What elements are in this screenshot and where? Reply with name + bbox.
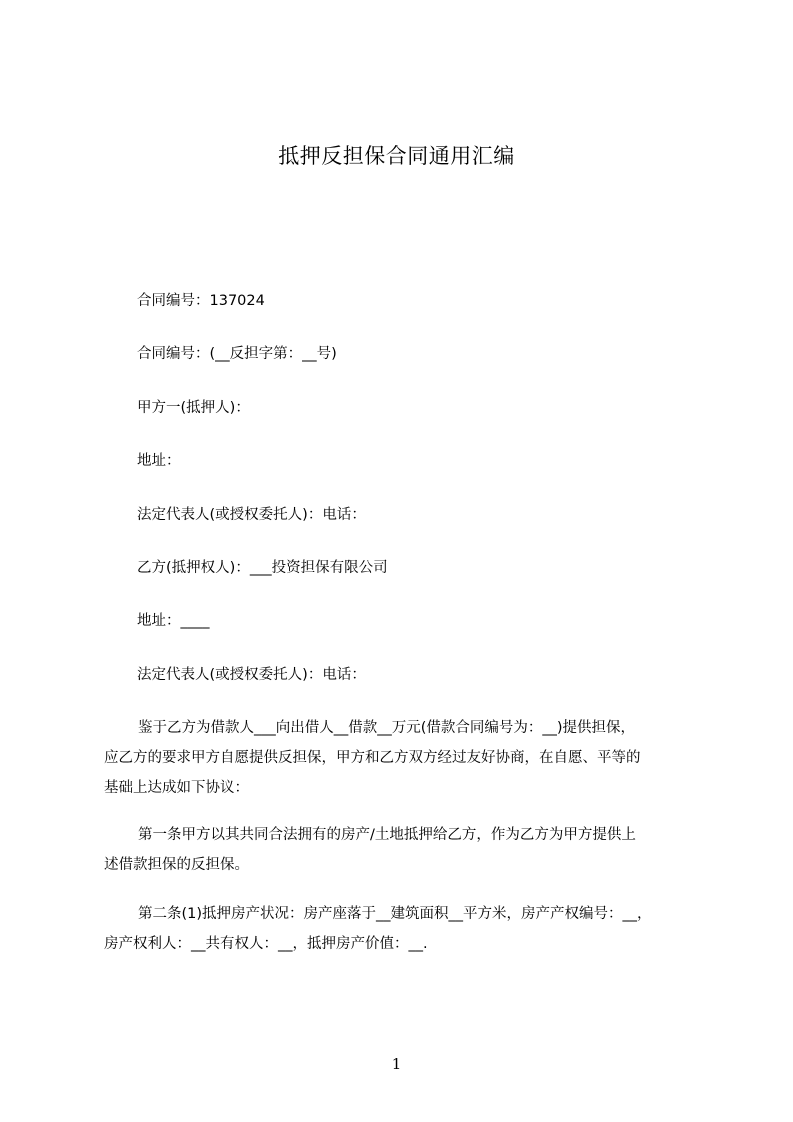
party-b-address-line: 地址：____ — [137, 613, 210, 629]
party-a-representative-line: 法定代表人(或授权委托人)：电话： — [137, 507, 366, 523]
preamble-paragraph — [104, 713, 700, 803]
party-b-line: 乙方(抵押权人)：___投资担保有限公司 — [137, 560, 388, 576]
contract-number-format-line: 合同编号：(__反担字第：__号) — [137, 346, 337, 362]
article-2-paragraph — [104, 899, 700, 959]
party-b-representative-line: 法定代表人(或授权委托人)：电话： — [137, 667, 366, 683]
party-a-address-line: 地址： — [137, 453, 181, 469]
party-a-line: 甲方一(抵押人)： — [137, 400, 250, 416]
document-title: 抵押反担保合同通用汇编 — [278, 144, 515, 168]
preamble-line-2: 应乙方的要求甲方自愿提供反担保，甲方和乙方双方经过友好协商，在自愿、平等的 — [104, 750, 641, 766]
article-2-line-2: 房产权利人：__共有权人：__，抵押房产价值：__. — [104, 936, 428, 952]
article-1-line-1: 第一条甲方以其共同合法拥有的房产/土地抵押给乙方，作为乙方为甲方提供上 — [138, 827, 636, 843]
article-2-line-1: 第二条(1)抵押房产状况：房产座落于__建筑面积__平方米，房产产权编号：__， — [138, 906, 652, 922]
preamble-line-1: 鉴于乙方为借款人___向出借人__借款__万元(借款合同编号为：__)提供担保， — [138, 720, 636, 736]
article-1-line-2: 述借款担保的反担保。 — [104, 857, 249, 873]
preamble-line-3: 基础上达成如下协议： — [104, 780, 249, 796]
page-number: 1 — [391, 1055, 402, 1073]
contract-number-line: 合同编号：137024 — [137, 293, 265, 309]
article-1-paragraph — [104, 820, 700, 880]
